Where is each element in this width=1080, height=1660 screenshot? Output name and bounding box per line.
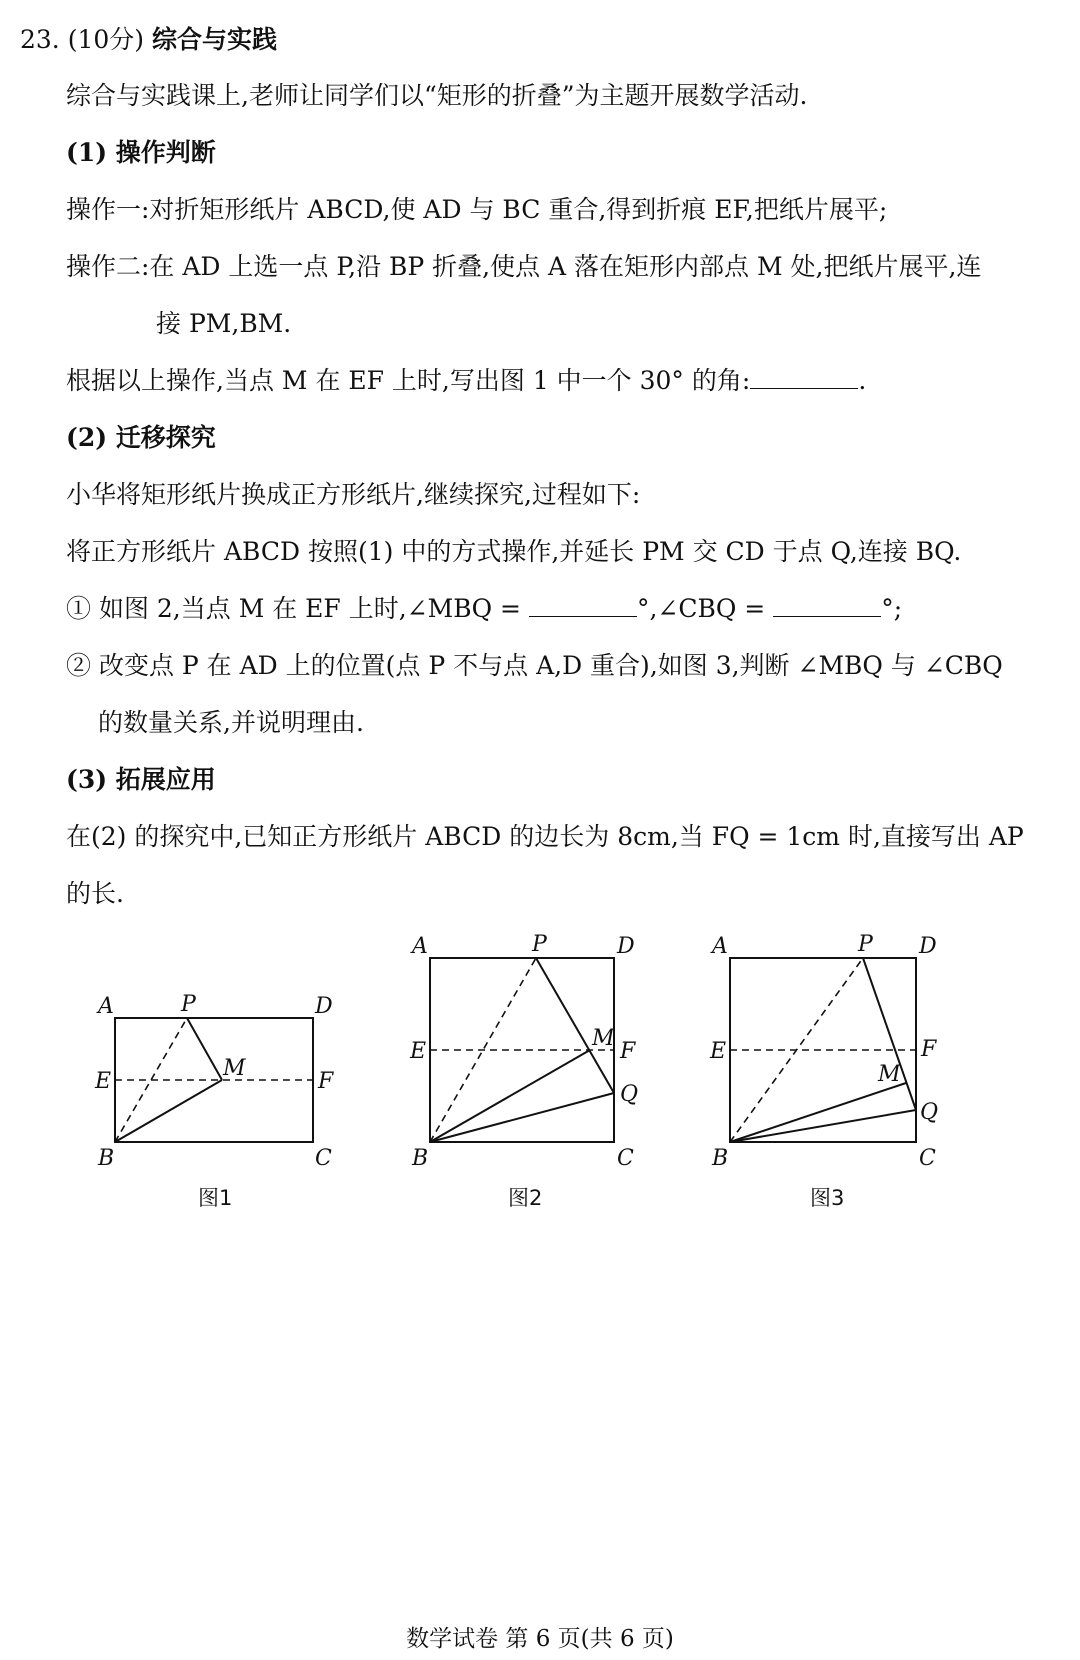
fig1-label-A: A: [98, 994, 114, 1019]
part2-instruction: 将正方形纸片 ABCD 按照(1) 中的方式操作,并延长 PM 交 CD 于点 Q,连接 BQ.: [66, 537, 962, 566]
fig2-label-B: B: [412, 1146, 429, 1171]
part2-question2-line1: ② 改变点 P 在 AD 上的位置(点 P 不与点 A,D 重合),如图 3,判断 ∠MBQ 与 ∠CBQ: [66, 651, 1003, 680]
fig2-label-Q: Q: [620, 1082, 639, 1107]
problem-intro: 综合与实践课上,老师让同学们以“矩形的折叠”为主题开展数学活动.: [66, 81, 808, 110]
part2-q1-end: °;: [881, 594, 903, 623]
part3-heading: (3) 拓展应用: [66, 765, 216, 794]
fig3-label-B: B: [712, 1146, 729, 1171]
part3-line2: 的长.: [66, 879, 124, 908]
fig3-label-M: M: [878, 1062, 901, 1087]
part1-operation1: 操作一:对折矩形纸片 ABCD,使 AD 与 BC 重合,得到折痕 EF,把纸片展平;: [66, 195, 888, 224]
part2-question1: [66, 593, 902, 625]
fig2-segment-BM: [430, 1050, 590, 1142]
figure-2-caption: 图2: [508, 1186, 543, 1210]
part3-line1: 在(2) 的探究中,已知正方形纸片 ABCD 的边长为 8cm,当 FQ = 1cm 时,直接写出 AP: [66, 822, 1024, 851]
fig1-label-C: C: [315, 1146, 332, 1171]
part1-question-end: .: [858, 366, 867, 395]
fig2-label-C: C: [617, 1146, 634, 1171]
fig3-segment-PQ: [863, 958, 916, 1110]
part1-heading: (1) 操作判断: [66, 138, 216, 167]
fig2-label-M: M: [592, 1026, 615, 1051]
fig3-segment-BM: [730, 1083, 906, 1142]
page-footer: 数学试卷 第 6 页(共 6 页): [406, 1626, 674, 1652]
part1-question: [66, 365, 866, 397]
part2-question2-line2: 的数量关系,并说明理由.: [98, 708, 364, 737]
figure-1: [85, 985, 355, 1185]
fig3-label-A: A: [712, 934, 728, 959]
fig1-label-E: E: [95, 1069, 112, 1094]
fig3-segment-BQ: [730, 1110, 916, 1142]
fig3-label-F: F: [921, 1037, 937, 1062]
fig2-label-A: A: [412, 934, 428, 959]
part2-intro: 小华将矩形纸片换成正方形纸片,继续探究,过程如下:: [66, 480, 641, 509]
fig2-label-P: P: [532, 932, 547, 957]
fig3-label-P: P: [858, 932, 873, 957]
part2-heading: (2) 迁移探究: [66, 423, 216, 452]
part2-q1-mid: °,∠CBQ =: [636, 594, 766, 623]
fig1-segment-PM: [187, 1018, 222, 1080]
figure-2: [400, 925, 655, 1185]
part2-q1-prefix: ① 如图 2,当点 M 在 EF 上时,∠MBQ =: [66, 594, 521, 623]
fig1-label-P: P: [181, 992, 196, 1017]
answer-blank-cbq[interactable]: [773, 594, 881, 617]
fig3-label-Q: Q: [920, 1100, 939, 1125]
problem-header: [20, 24, 277, 56]
part1-question-text: 根据以上操作,当点 M 在 EF 上时,写出图 1 中一个 30° 的角:: [66, 366, 751, 395]
fig1-label-D: D: [315, 994, 333, 1019]
fig3-label-C: C: [919, 1146, 936, 1171]
problem-title: 综合与实践: [152, 25, 278, 54]
problem-number: 23.: [20, 25, 60, 54]
figure-3: [700, 925, 960, 1185]
fig2-label-D: D: [617, 934, 635, 959]
fig3-label-D: D: [919, 934, 937, 959]
fig1-label-B: B: [98, 1146, 115, 1171]
fig3-label-E: E: [710, 1039, 727, 1064]
part1-operation2-line2: 接 PM,BM.: [156, 309, 292, 338]
part1-operation2-line1: 操作二:在 AD 上选一点 P,沿 BP 折叠,使点 A 落在矩形内部点 M 处,把纸片展平,连: [66, 252, 982, 281]
problem-points: (10分): [67, 25, 145, 54]
figure-3-caption: 图3: [810, 1186, 845, 1210]
answer-blank-30deg[interactable]: [750, 366, 858, 389]
answer-blank-mbq[interactable]: [529, 594, 637, 617]
fig2-segment-BQ: [430, 1093, 614, 1142]
fig1-label-M: M: [223, 1056, 246, 1081]
fig1-segment-BM: [115, 1080, 222, 1142]
fig2-label-E: E: [410, 1039, 427, 1064]
fig2-label-F: F: [620, 1039, 636, 1064]
figure-1-caption: 图1: [198, 1186, 233, 1210]
fig1-label-F: F: [318, 1069, 334, 1094]
